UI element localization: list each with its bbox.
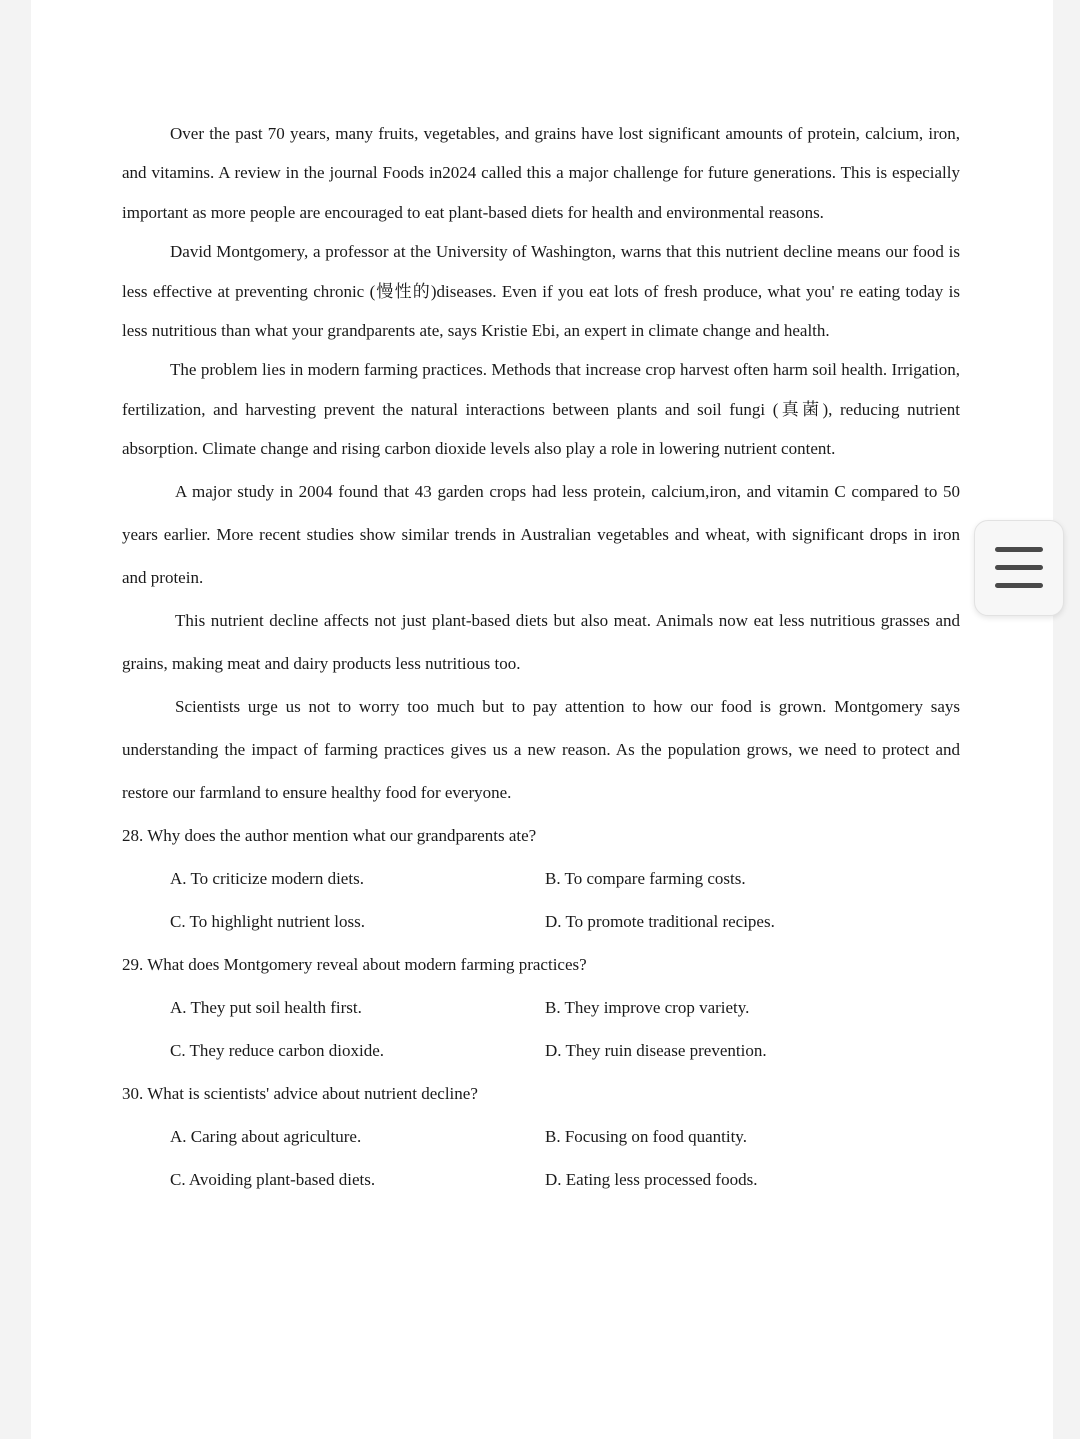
question-stem: 28. Why does the author mention what our grandparents ate? — [122, 825, 537, 845]
option-b: B. They improve crop variety. — [545, 997, 750, 1017]
passage-paragraph: The problem lies in modern farming practices. Methods that increase crop harvest often harm soil health. Irrigation, fertilization, and harvesting prevent the natural interactions between plants and soil fungi (真菌), reducing nutrient absorption. Climate change and rising carbon dioxide levels also play a role in lowering nutrient content. — [122, 360, 960, 459]
passage-paragraph: A major study in 2004 found that 43 garden crops had less protein, calcium,iron, and vitamin C compared to 50 years earlier. More recent studies show similar trends in Australian vegetables and wheat, with significant drops in iron and protein. — [122, 481, 960, 587]
passage-paragraph: Over the past 70 years, many fruits, vegetables, and grains have lost significant amounts of protein, calcium, iron, and vitamins. A review in the journal Foods in2024 called this a major challenge for future generations. This is especially important as more people are encouraged to eat plant-based diets for health and environmental reasons. — [122, 124, 960, 222]
option-a: A. They put soil health first. — [170, 997, 362, 1017]
question-30 — [122, 1072, 960, 1201]
question-stem: 30. What is scientists' advice about nutrient decline? — [122, 1083, 478, 1103]
option-c: C. To highlight nutrient loss. — [170, 911, 365, 931]
question-options — [122, 1115, 960, 1201]
question-options — [122, 857, 960, 943]
question-options — [122, 986, 960, 1072]
option-a: A. To criticize modern diets. — [170, 868, 364, 888]
document-page — [31, 0, 1053, 1439]
option-d: D. Eating less processed foods. — [545, 1169, 758, 1189]
floating-menu-button[interactable] — [974, 520, 1064, 616]
question-28 — [122, 814, 960, 943]
reading-passage — [122, 114, 960, 1201]
passage-paragraph: David Montgomery, a professor at the University of Washington, warns that this nutrient decline means our food is less effective at preventing chronic (慢性的)diseases. Even if you eat lots of fresh produce, what you' re eating today is less nutritious than what your grandparents ate, says Kristie Ebi, an expert in climate change and health. — [122, 242, 960, 341]
question-stem: 29. What does Montgomery reveal about modern farming practices? — [122, 954, 587, 974]
passage-paragraph: This nutrient decline affects not just plant-based diets but also meat. Animals now eat less nutritious grasses and grains, making meat and dairy products less nutritious too. — [122, 610, 960, 673]
option-c: C. Avoiding plant-based diets. — [170, 1169, 376, 1189]
option-b: B. Focusing on food quantity. — [545, 1126, 747, 1146]
option-a: A. Caring about agriculture. — [170, 1126, 362, 1146]
question-29 — [122, 943, 960, 1072]
passage-paragraph: Scientists urge us not to worry too much but to pay attention to how our food is grown. Montgomery says understanding the impact of farming practices gives us a new reason. As the population grows, we need to protect and restore our farmland to ensure healthy food for everyone. — [122, 696, 960, 802]
option-d: D. To promote traditional recipes. — [545, 911, 775, 931]
option-b: B. To compare farming costs. — [545, 868, 746, 888]
option-d: D. They ruin disease prevention. — [545, 1040, 767, 1060]
hamburger-menu-icon — [995, 547, 1043, 589]
option-c: C. They reduce carbon dioxide. — [170, 1040, 385, 1060]
